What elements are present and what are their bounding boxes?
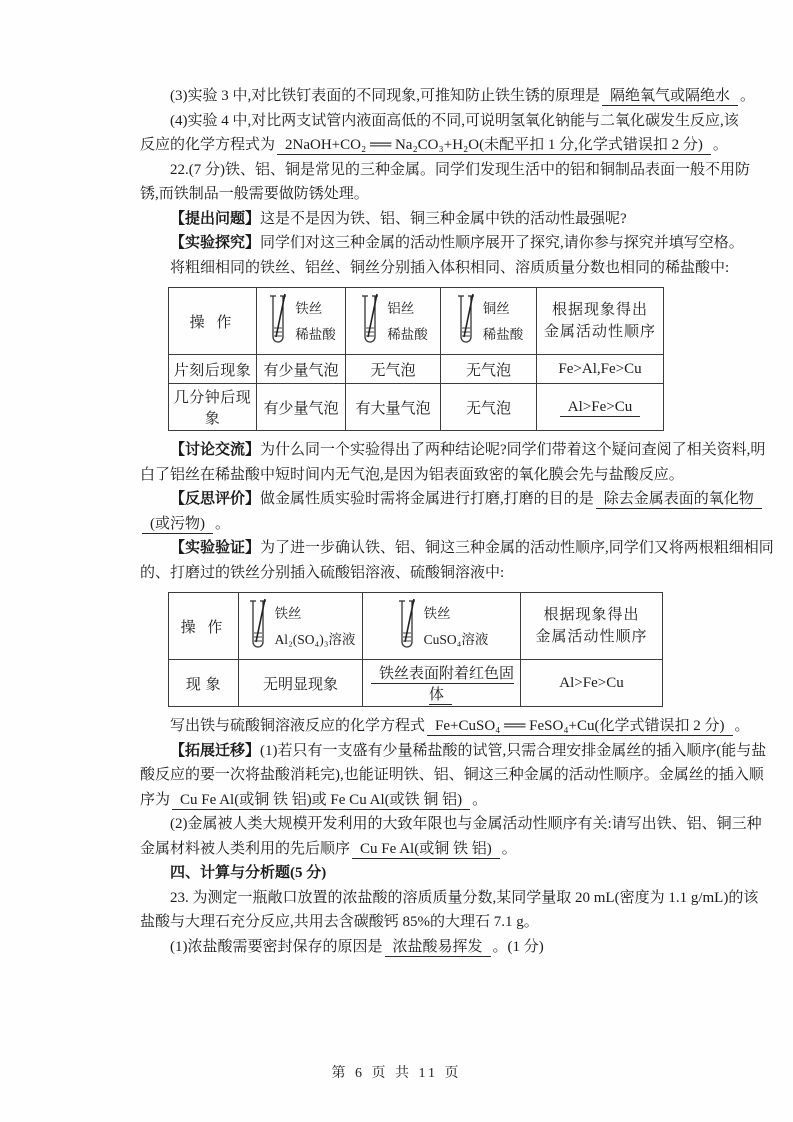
- text-run: 。: [740, 88, 756, 104]
- test-tube-icon: [395, 598, 419, 654]
- text-line: [140, 133, 728, 158]
- observation-cell: 有少量气泡: [257, 355, 346, 384]
- text-run: 。: [215, 515, 231, 532]
- text-run: 反应的化学方程式为: [140, 137, 276, 153]
- text-line: [140, 861, 702, 886]
- observation-cell: [363, 660, 521, 707]
- tube-diagram: [260, 290, 342, 352]
- text-line: [140, 714, 750, 739]
- experiment-table-2: [168, 592, 663, 707]
- text-run: 。: [712, 137, 728, 153]
- text-run: 白了铝丝在稀盐酸中短时间内无气泡,是因为铝表面致密的氧化膜会先与盐酸反应。: [140, 466, 684, 483]
- text-run: 将粗细相同的铁丝、铝丝、铜丝分别插入体积相同、溶质质量分数也相同的稀盐酸中:: [170, 259, 730, 276]
- text-line: [140, 910, 702, 935]
- tube-solution-label: Al₂(SO₄)₃溶液: [274, 632, 356, 647]
- tube-wire-label: 铜丝: [482, 301, 510, 316]
- section-tag: 【讨论交流】: [170, 442, 261, 458]
- text-run: 。: [734, 718, 750, 734]
- text-run: 酸反应的要一次将盐酸消耗完),也能证明铁、铝、铜这三种金属的活动性顺序。金属丝的插入顺: [140, 767, 764, 783]
- text-line: [140, 935, 702, 960]
- tube-setup-cell: [441, 288, 537, 355]
- text-run: 的、打磨过的铁丝分别插入硫酸铝溶液、硫酸铜溶液中:: [140, 564, 505, 581]
- result-cell: [537, 384, 664, 431]
- table-row: [169, 384, 664, 431]
- tube-setup-cell: [363, 593, 521, 660]
- text-run: 。: [501, 840, 517, 857]
- result-cell: Al>Fe>Cu: [521, 660, 663, 707]
- text-run: 金属材料被人类利用的先后顺序: [140, 840, 351, 857]
- test-tube-icon: [454, 293, 478, 349]
- section-tag: 四、计算与分析题(5 分): [170, 865, 327, 881]
- page-number: 第 6 页 共 11 页: [331, 1066, 462, 1081]
- answer-blank: (或污物): [142, 516, 213, 534]
- document-content: [140, 84, 774, 959]
- text-line: [140, 487, 754, 512]
- text-run: 序为: [140, 791, 171, 808]
- tube-diagram: [242, 595, 359, 657]
- row-label-cell: 现 象: [169, 660, 239, 707]
- table-row: [169, 660, 663, 707]
- section-tag: 【反思评价】: [170, 491, 261, 507]
- tube-wire-label: 铁丝: [423, 606, 451, 621]
- tube-setup-cell: [239, 593, 363, 660]
- row-label-cell: 片刻后现象: [169, 355, 257, 384]
- tube-solution-label: 稀盐酸: [295, 327, 336, 342]
- observation-cell: 有大量气泡: [346, 384, 441, 431]
- text-line: [140, 256, 730, 281]
- text-line: [140, 207, 702, 232]
- text-run: 为什么同一个实验得出了两种结论呢?同学们带着这个疑问查阅了相关资料,明: [260, 442, 766, 458]
- tube-wire-label: 铝丝: [387, 301, 415, 316]
- text-run: 同学们对这三种金属的活动性顺序展开了探究,请你参与探究并填写空格。: [260, 235, 744, 251]
- text-run: 锈,而铁制品一般需要做防锈处理。: [140, 186, 369, 202]
- table-row: [169, 355, 664, 384]
- operation-header-cell: 操 作: [169, 593, 239, 660]
- text-run: (2)金属被人类大规模开发利用的大致年限也与金属活动性顺序有关:请写出铁、铝、铜三种: [170, 816, 762, 832]
- section-tag: 【实验验证】: [170, 540, 261, 556]
- text-line: [140, 84, 756, 109]
- text-line: [140, 536, 774, 561]
- tube-wire-label: 铁丝: [274, 606, 302, 621]
- text-line: [140, 837, 702, 862]
- text-line: [140, 231, 744, 256]
- text-run: 写出铁与硫酸铜溶液反应的化学方程式: [170, 718, 426, 734]
- operation-header-cell: 操 作: [169, 288, 257, 355]
- tube-setup-cell: [257, 288, 346, 355]
- test-tube-icon: [358, 293, 382, 349]
- answer-blank: Cu Fe Al(或铜 铁 铝): [352, 841, 500, 859]
- text-line: [140, 109, 739, 134]
- text-line: [140, 763, 764, 788]
- text-line: [140, 812, 762, 837]
- tube-solution-label: 稀盐酸: [387, 327, 428, 342]
- observation-cell: 无气泡: [441, 384, 537, 431]
- tube-setup-cell: [346, 288, 441, 355]
- text-run: 22.(7 分)铁、铝、铜是常见的三种金属。同学们发现生活中的铝和铜制品表面一般不用防: [170, 161, 750, 178]
- text-run: (4)实验 4 中,对比两支试管内液面高低的不同,可说明氢氧化钠能与二氧化碳发生反应,该: [170, 112, 739, 129]
- observation-cell: 有少量气泡: [257, 384, 346, 431]
- tube-diagram: [444, 290, 533, 352]
- text-line: [140, 886, 759, 911]
- tube-diagram: [366, 595, 517, 657]
- answer-blank: 铁丝表面附着红色固体: [371, 666, 514, 705]
- text-line: [140, 561, 702, 586]
- text-line: [140, 158, 750, 183]
- test-tube-icon: [246, 598, 270, 654]
- section-tag: 【拓展迁移】: [170, 742, 261, 759]
- answer-blank: Cu Fe Al(或铜 铁 铝)或 Fe Cu Al(或铁 铜 铝): [172, 792, 470, 810]
- row-label-cell: 几分钟后现象: [169, 384, 257, 431]
- observation-cell: 无明显现象: [239, 660, 363, 707]
- text-line: [140, 463, 702, 488]
- section-tag: 【提出问题】: [170, 210, 261, 227]
- text-run: 盐酸与大理石充分反应,共用去含碳酸钙 85%的大理石 7.1 g。: [140, 914, 539, 930]
- text-line: [140, 788, 702, 813]
- answer-blank: Al>Fe>Cu: [560, 399, 640, 417]
- test-tube-icon: [266, 293, 290, 349]
- tube-solution-label: 稀盐酸: [482, 327, 524, 342]
- text-line: [140, 182, 702, 207]
- text-run: 为了进一步确认铁、铝、铜这三种金属的活动性顺序,同学们又将两根粗细相同: [260, 540, 774, 556]
- answer-blank: 除去金属表面的氧化物: [596, 491, 762, 509]
- text-line: [140, 512, 702, 537]
- answer-blank: 浓盐酸易挥发: [385, 939, 491, 957]
- section-tag: 【实验探究】: [170, 235, 261, 251]
- text-line: [140, 739, 767, 764]
- observation-cell: 无气泡: [346, 355, 441, 384]
- text-line: [140, 438, 766, 463]
- observation-cell: 无气泡: [441, 355, 537, 384]
- text-run: 。: [472, 791, 488, 808]
- answer-blank: Fe+CuSO₄ ══ FeSO₄+Cu(化学式错误扣 2 分): [427, 718, 732, 736]
- tube-wire-label: 铁丝: [295, 301, 323, 316]
- text-run: (1)若只有一支盛有少量稀盐酸的试管,只需合理安排金属丝的插入顺序(能与盐: [260, 742, 767, 759]
- text-run: 这是不是因为铁、铝、铜三种金属中铁的活动性最强呢?: [260, 210, 627, 227]
- text-run: 。(1 分): [492, 938, 544, 955]
- text-run: 做金属性质实验时需将金属进行打磨,打磨的目的是: [260, 491, 594, 507]
- result-header-cell: 根据现象得出 金属活动性顺序: [521, 593, 663, 660]
- result-cell: Fe>Al,Fe>Cu: [537, 355, 664, 384]
- text-run: 23. 为测定一瓶敞口放置的浓盐酸的溶质质量分数,某同学量取 20 mL(密度为 1.1 g/mL)的该: [170, 889, 759, 906]
- answer-blank: 隔绝氧气或隔绝水: [602, 88, 738, 106]
- text-run: (1)浓盐酸需要密封保存的原因是: [170, 938, 383, 955]
- tube-solution-label: CuSO₄溶液: [423, 632, 489, 647]
- result-header-cell: 根据现象得出 金属活动性顺序: [537, 288, 664, 355]
- answer-blank: 2NaOH+CO₂ ══ Na₂CO₃+H₂O(未配平扣 1 分,化学式错误扣 2 分): [277, 137, 711, 155]
- experiment-table-1: [168, 287, 664, 431]
- text-run: (3)实验 3 中,对比铁钉表面的不同现象,可推知防止铁生锈的原理是: [170, 88, 600, 104]
- tube-diagram: [349, 290, 437, 352]
